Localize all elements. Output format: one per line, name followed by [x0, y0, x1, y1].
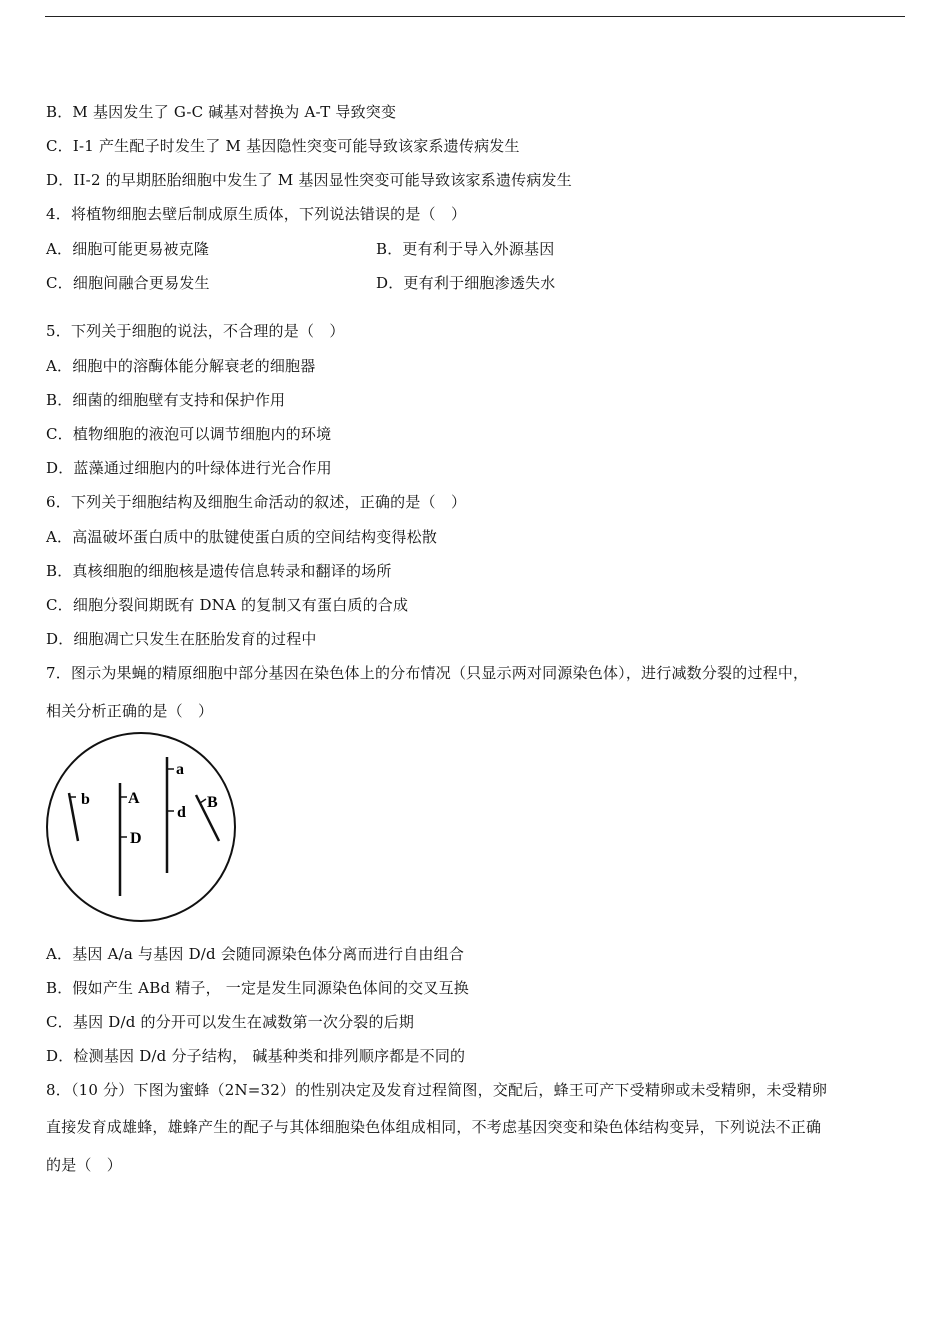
- chromosome-figure: [44, 731, 240, 923]
- q5-option-b: B．细菌的细胞壁有支持和保护作用: [46, 391, 286, 409]
- q8-stem-line2: 直接发育成雄蜂，雄蜂产生的配子与其体细胞染色体组成相同，不考虑基因突变和染色体结构变异，下列说法不正确: [46, 1118, 822, 1136]
- q3-option-c: C．I-1 产生配子时发生了 M 基因隐性突变可能导致该家系遗传病发生: [46, 137, 520, 155]
- header-rule: [45, 16, 905, 17]
- q6-option-c: C．细胞分裂间期既有 DNA 的复制又有蛋白质的合成: [46, 596, 409, 614]
- q4-option-a: A．细胞可能更易被克隆: [46, 240, 210, 258]
- q4-option-d: D．更有利于细胞渗透失水: [376, 274, 556, 292]
- gene-A-label: A: [128, 790, 140, 807]
- q5-option-d: D．蓝藻通过细胞内的叶绿体进行光合作用: [46, 459, 332, 477]
- q7-option-b: B．假如产生 ABd 精子， 一定是发生同源染色体间的交叉互换: [46, 979, 469, 997]
- gene-d-label: d: [177, 804, 186, 821]
- q8-stem-line3: 的是（ ）: [46, 1156, 123, 1174]
- gene-b-label: b: [81, 791, 90, 808]
- q5-option-c: C．植物细胞的液泡可以调节细胞内的环境: [46, 425, 332, 443]
- q7-option-a: A．基因 A/a 与基因 D/d 会随同源染色体分离而进行自由组合: [46, 945, 465, 963]
- gene-B-tick: [200, 799, 206, 803]
- q8-stem-line1: 8．（10 分）下图为蜜蜂（2N=32）的性别决定及发育过程简图，交配后，蜂王可产下受精卵或未受精卵，未受精卵: [46, 1081, 828, 1099]
- q7-stem-line1: 7．图示为果蝇的精原细胞中部分基因在染色体上的分布情况（只显示两对同源染色体），进行减数分裂的过程中，: [46, 664, 809, 682]
- gene-B-label: B: [207, 794, 218, 811]
- q5-option-a: A．细胞中的溶酶体能分解衰老的细胞器: [46, 357, 316, 375]
- q7-stem-line2: 相关分析正确的是（ ）: [46, 702, 214, 720]
- q5-stem: 5．下列关于细胞的说法，不合理的是（ ）: [46, 322, 345, 340]
- q7-option-c: C．基因 D/d 的分开可以发生在减数第一次分裂的后期: [46, 1013, 415, 1031]
- gene-D-label: D: [130, 830, 142, 847]
- q4-stem: 4．将植物细胞去壁后制成原生质体，下列说法错误的是（ ）: [46, 205, 467, 223]
- q3-option-d: D．II-2 的早期胚胎细胞中发生了 M 基因显性突变可能导致该家系遗传病发生: [46, 171, 572, 189]
- gene-a-label: a: [176, 761, 184, 778]
- q6-option-a: A．高温破坏蛋白质中的肽键使蛋白质的空间结构变得松散: [46, 528, 438, 546]
- q6-stem: 6．下列关于细胞结构及细胞生命活动的叙述，正确的是（ ）: [46, 493, 467, 511]
- q4-option-b: B．更有利于导入外源基因: [376, 240, 555, 258]
- q7-option-d: D．检测基因 D/d 分子结构， 碱基种类和排列顺序都是不同的: [46, 1047, 466, 1065]
- chromosome-diagram: [44, 731, 240, 923]
- q3-option-b: B．M 基因发生了 G-C 碱基对替换为 A-T 导致突变: [46, 103, 397, 121]
- q6-option-b: B．真核细胞的细胞核是遗传信息转录和翻译的场所: [46, 562, 392, 580]
- q4-option-c: C．细胞间融合更易发生: [46, 274, 210, 292]
- q6-option-d: D．细胞凋亡只发生在胚胎发育的过程中: [46, 630, 317, 648]
- chromosome-b: [69, 793, 78, 841]
